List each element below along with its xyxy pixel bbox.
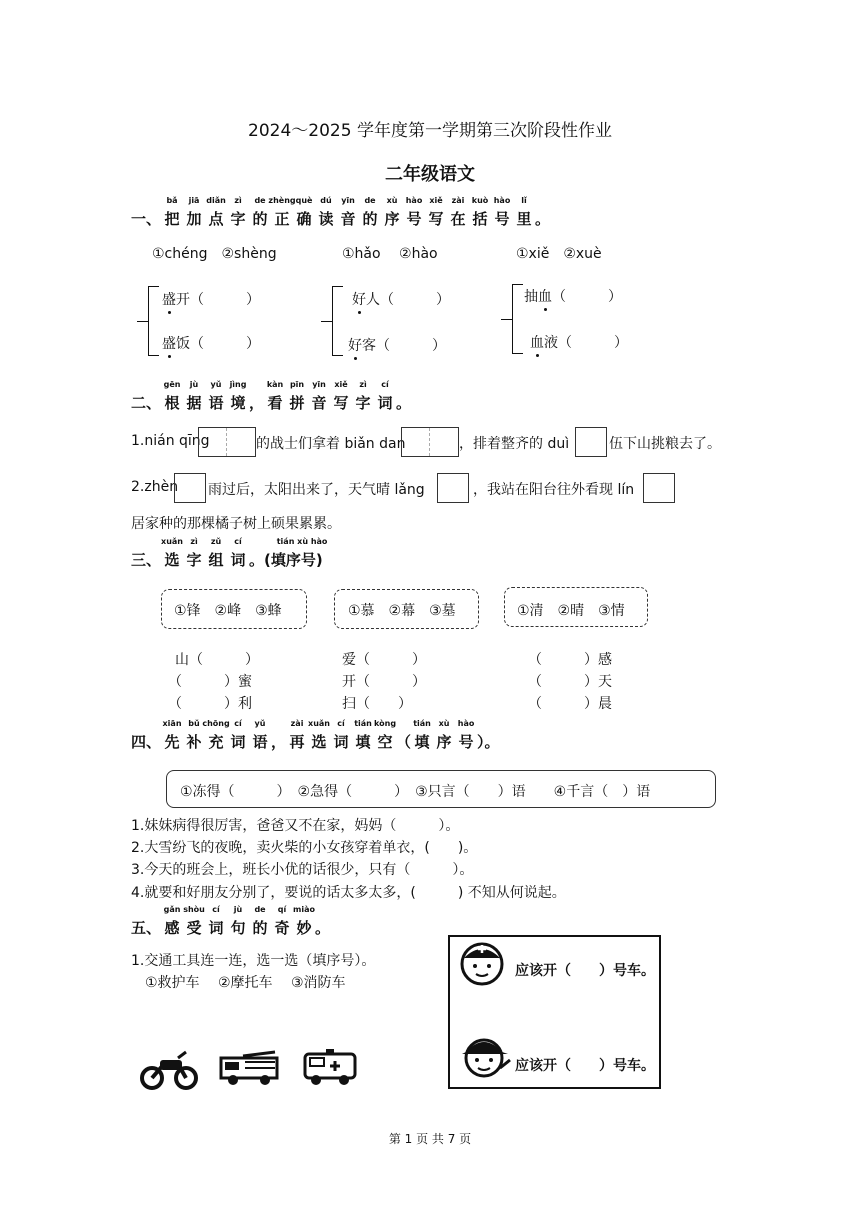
s3-col2-row3: 扫（ ） (342, 696, 412, 712)
section5-heading (131, 905, 331, 938)
answer-box-biandan[interactable] (401, 427, 459, 457)
section3-heading (131, 537, 328, 570)
section2-comma: ， (249, 394, 265, 412)
s3-col3-row2: （ ）天 (528, 674, 612, 690)
section1-heading-char: bǎ 把 (164, 196, 180, 228)
section4-close: ）。 (477, 733, 500, 751)
section5-heading-pinyin: miào (293, 905, 316, 914)
section3-heading-pinyin: xuǎn (161, 537, 183, 546)
s5-vehicle-options: ①救护车 ②摩托车 ③消防车 (145, 975, 346, 991)
section2-heading-char: jù 据 (186, 380, 202, 412)
section1-heading-pinyin: de (364, 196, 376, 205)
section3-heading-char: xuǎn 选 (161, 537, 183, 569)
s2-line2-c: ，我站在阳台往外看现 lín (473, 482, 635, 498)
section3-heading-char: cí 词 (230, 537, 246, 569)
section1-heading-pinyin: xiě (429, 196, 443, 205)
section4-heading-pinyin: tián (413, 719, 431, 728)
word-shengfan: 盛饭（ ） (162, 333, 260, 353)
s3-col3-row3: （ ）晨 (528, 696, 612, 712)
fire-truck-icon (219, 1048, 281, 1088)
section5-heading-pinyin: shòu (183, 905, 205, 914)
section2-heading-char: pīn 拼 (289, 380, 305, 412)
section4-heading-char: bǔ 补 (186, 719, 202, 751)
section5-heading-char: de 的 (252, 905, 268, 937)
section1-heading-char: hào 号 (493, 196, 511, 228)
section1-heading-char: de 的 (252, 196, 268, 228)
section4-heading-pinyin: xiān (162, 719, 182, 728)
word-remainder: 液（ ） (544, 335, 628, 351)
word-haoke: 好客（ ） (348, 335, 446, 355)
section2-heading-char: yīn 音 (311, 380, 327, 412)
section4-heading (131, 719, 500, 752)
section1-heading-char: xiě 写 (428, 196, 444, 228)
section4-number: 四、 (131, 733, 162, 751)
s3-col1-row1: 山（ ） (175, 652, 259, 668)
section2-heading-pinyin: yīn (312, 380, 326, 389)
page-footer: 第 1 页 共 7 页 (388, 1132, 472, 1146)
section3-heading-pinyin: zǔ (210, 537, 222, 546)
section1-heading-pinyin: què (295, 196, 313, 205)
section2-heading-char: zì 字 (355, 380, 371, 412)
motorcycle-icon (140, 1046, 198, 1092)
section1-heading-char: yīn 音 (340, 196, 356, 228)
section5-heading-pinyin: jù (233, 905, 243, 914)
firefighter-icon (460, 1030, 512, 1082)
s3-col2-row2: 开（ ） (342, 674, 426, 690)
section1-heading-char: lǐ 里 (516, 196, 532, 228)
s2-line1-c: ，排着整齐的 duì (459, 436, 570, 452)
section3-heading-pinyin: cí (234, 537, 242, 546)
section5-heading-char: shòu 受 (183, 905, 205, 937)
section5-heading-pinyin: gǎn (163, 905, 181, 914)
section1-heading-pinyin: bǎ (166, 196, 178, 205)
section1-heading-char: zì 字 (230, 196, 246, 228)
choice-box-1-text: ①锋 ②峰 ③蜂 (174, 603, 282, 619)
s2-line3: 居家种的那棵橘子树上硕果累累。 (131, 516, 341, 532)
option-sheng: ①chéng ②shèng (152, 246, 277, 262)
word-bank-text: ①冻得（ ） ②急得（ ） ③只言（ ）语 ④千言（ ）语 (180, 784, 651, 800)
section4-heading-char: cí 词 (333, 719, 349, 751)
section1-heading-pinyin: lǐ (521, 196, 527, 205)
section5-heading-char: gǎn 感 (163, 905, 181, 937)
section5-end: 。 (315, 919, 331, 937)
nurse-icon (456, 940, 508, 986)
section1-heading-char: hào 号 (405, 196, 423, 228)
section4-heading-pinyin: zài (290, 719, 304, 728)
s2-line2-b: 雨过后，太阳出来了，天气晴 lǎng (208, 482, 425, 498)
section4-heading-char: chōng 充 (202, 719, 230, 751)
section5-heading-char: qí 奇 (274, 905, 290, 937)
section3-tail: tián xù hào 。(填序号) (249, 537, 328, 569)
s2-line2-a: 2.zhèn (131, 479, 179, 495)
s4-question-2: 2.大雪纷飞的夜晚，卖火柴的小女孩穿着单衣，( )。 (131, 840, 478, 856)
s2-line1-b: 的战士们拿着 biǎn dan (256, 436, 406, 452)
word-remainder: 客（ ） (362, 338, 446, 354)
s2-line1-d: 伍下山挑粮去了。 (609, 436, 721, 452)
section1-heading-char: dú 读 (318, 196, 334, 228)
section2-heading-pinyin: pīn (289, 380, 305, 389)
brace-2 (332, 286, 343, 356)
section1-heading-pinyin: de (254, 196, 266, 205)
s4-question-4: 4.就要和好朋友分别了，要说的话太多太多，( ) 不知从何说起。 (131, 885, 566, 901)
section5-heading-char: miào 妙 (293, 905, 316, 937)
section1-heading-pinyin: yīn (341, 196, 355, 205)
ambulance-icon (302, 1046, 360, 1088)
word-chouxue (524, 286, 622, 306)
section2-heading-pinyin: cí (381, 380, 389, 389)
word-remainder: 饭（ ） (176, 336, 260, 352)
section5-heading-char: cí 词 (208, 905, 224, 937)
section1-heading (131, 196, 551, 229)
section1-heading-char: jiā 加 (186, 196, 202, 228)
section5-number: 五、 (131, 919, 162, 937)
section1-number: 一、 (131, 210, 162, 228)
section2-heading-pinyin: gēn (163, 380, 181, 389)
section4-heading-char: xiān 先 (162, 719, 182, 751)
choice-box-3-text: ①清 ②晴 ③情 (517, 603, 625, 619)
section1-heading-char: kuò 括 (471, 196, 489, 228)
section2-end: 。 (396, 394, 412, 412)
section2-heading-pinyin: zì (359, 380, 367, 389)
answer-box-zhen[interactable] (174, 473, 206, 503)
section4-heading-pinyin: cí (234, 719, 242, 728)
s3-col1-row2: （ ）蜜 (168, 674, 252, 690)
s4-question-1: 1.妹妹病得很厉害，爸爸又不在家，妈妈（ ）。 (131, 818, 460, 834)
section4-heading-char: xù 序 (436, 719, 452, 751)
answer-box-lang[interactable] (437, 473, 469, 503)
s2-line1-a: 1.nián qīng (131, 433, 210, 449)
section2-heading (131, 380, 412, 413)
section4-heading-char: cí 词 (230, 719, 246, 751)
section1-heading-char: zài 在 (450, 196, 466, 228)
section1-heading-char: què 确 (295, 196, 313, 228)
section1-heading-pinyin: zài (451, 196, 465, 205)
section2-heading-pinyin: yǔ (210, 380, 222, 389)
section2-heading-pinyin: kàn (266, 380, 284, 389)
section1-heading-pinyin: jiā (188, 196, 200, 205)
section4-heading-char: hào 号 (457, 719, 475, 751)
section1-heading-pinyin: diǎn (206, 196, 226, 205)
word-shengkai: 盛开（ ） (162, 289, 260, 309)
section4-open: （ (396, 733, 412, 751)
section4-heading-pinyin: yǔ (254, 719, 266, 728)
choice-box-2-text: ①慕 ②幕 ③墓 (348, 603, 456, 619)
section1-heading-pinyin: hào (405, 196, 423, 205)
section2-number: 二、 (131, 394, 162, 412)
firefighter-answer-text: 应该开（ ）号车。 (515, 1058, 655, 1074)
nurse-answer-text: 应该开（ ）号车。 (515, 963, 655, 979)
word-remainder: 抽血（ ） (524, 289, 622, 305)
word-haoren: 好人（ ） (352, 289, 450, 309)
section2-heading-pinyin: jìng (229, 380, 247, 389)
section4-heading-pinyin: hào (457, 719, 475, 728)
section2-heading-char: jìng 境 (229, 380, 247, 412)
section1-heading-pinyin: zhèng (268, 196, 296, 205)
page-subtitle: 二年级语文 (385, 164, 475, 185)
section5-heading-char: jù 句 (230, 905, 246, 937)
dotted-char: 血 (538, 286, 552, 306)
section4-heading-char: kòng 空 (374, 719, 397, 751)
section4-heading-char: tián 填 (354, 719, 372, 751)
word-xueye: 血液（ ） (530, 332, 628, 352)
brace-1 (148, 286, 159, 356)
section1-heading-pinyin: dú (320, 196, 332, 205)
section3-tail-pinyin: tián xù hào (276, 537, 328, 546)
section4-heading-pinyin: xuǎn (308, 719, 331, 728)
section4-heading-char: yǔ 语 (252, 719, 268, 751)
section1-heading-pinyin: xù (386, 196, 398, 205)
s3-col3-row1: （ ）感 (528, 652, 612, 668)
s3-col1-row3: （ ）利 (168, 696, 252, 712)
section1-heading-char: de 的 (362, 196, 378, 228)
section2-heading-pinyin: jù (189, 380, 199, 389)
section3-heading-char: zì 字 (186, 537, 202, 569)
option-xue: ①xiě ②xuè (516, 246, 602, 262)
s4-question-3: 3.今天的班会上，班长小优的话很少，只有（ ）。 (131, 862, 474, 878)
page-title: 2024～2025 学年度第一学期第三次阶段性作业 (248, 121, 612, 141)
section4-heading-pinyin: cí (337, 719, 345, 728)
s3-col2-row1: 爱（ ） (342, 652, 426, 668)
section1-heading-pinyin: kuò (471, 196, 489, 205)
section1-heading-char: xù 序 (384, 196, 400, 228)
section4-heading-pinyin: xù (438, 719, 450, 728)
section4-heading-char: tián 填 (413, 719, 431, 751)
s5-question-1: 1.交通工具连一连，选一选（填序号）。 (131, 953, 376, 969)
section3-heading-char: zǔ 组 (208, 537, 224, 569)
section1-heading-pinyin: hào (493, 196, 511, 205)
section1-heading-char: diǎn 点 (206, 196, 226, 228)
word-remainder: 人（ ） (366, 292, 450, 308)
section1-end: 。 (535, 210, 551, 228)
section3-heading-pinyin: zì (190, 537, 198, 546)
section4-heading-pinyin: chōng (202, 719, 230, 728)
section4-heading-char: zài 再 (289, 719, 305, 751)
section2-heading-char: gēn 根 (163, 380, 181, 412)
section3-number: 三、 (131, 551, 162, 569)
section2-heading-pinyin: xiě (334, 380, 348, 389)
section2-heading-char: cí 词 (377, 380, 393, 412)
section5-heading-pinyin: qí (277, 905, 287, 914)
section2-heading-char: kàn 看 (266, 380, 284, 412)
section1-heading-char: zhèng 正 (268, 196, 296, 228)
section5-heading-pinyin: de (254, 905, 266, 914)
answer-box-lin[interactable] (643, 473, 675, 503)
section4-heading-char: xuǎn 选 (308, 719, 331, 751)
option-hao: ①hǎo ②hào (342, 246, 438, 262)
section2-heading-char: yǔ 语 (208, 380, 224, 412)
section4-heading-pinyin: tián (354, 719, 372, 728)
section1-heading-pinyin: zì (234, 196, 242, 205)
brace-3 (512, 284, 523, 354)
answer-box-dui[interactable] (575, 427, 607, 457)
section5-heading-pinyin: cí (212, 905, 220, 914)
section2-heading-char: xiě 写 (333, 380, 349, 412)
answer-box-nianqing[interactable] (198, 427, 256, 457)
word-remainder: 开（ ） (176, 292, 260, 308)
section4-heading-pinyin: bǔ (188, 719, 200, 728)
section4-comma: ， (271, 733, 287, 751)
section4-heading-pinyin: kòng (374, 719, 397, 728)
